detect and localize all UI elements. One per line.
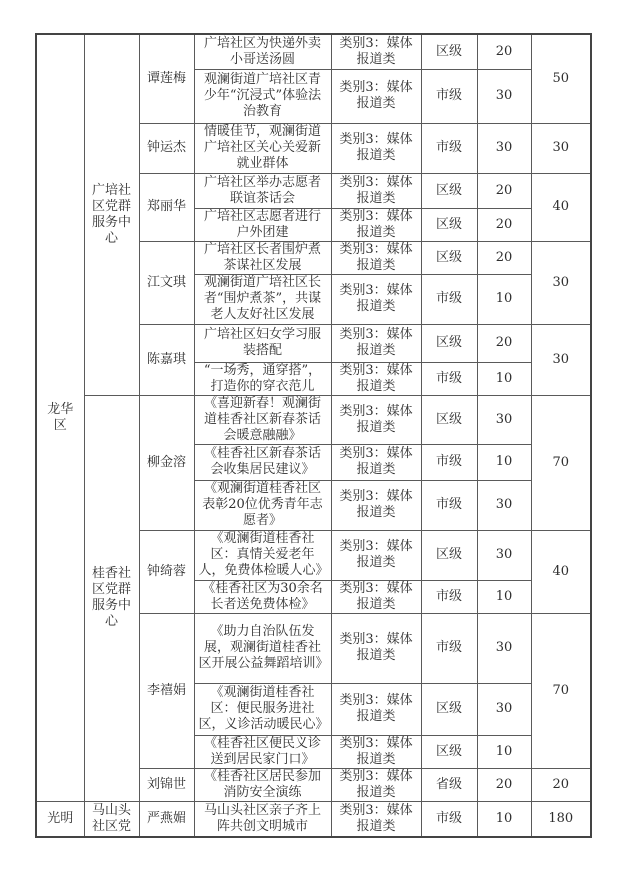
score-cell: 20 (477, 241, 531, 274)
score-cell: 20 (477, 34, 531, 69)
person-cell: 柳金溶 (139, 395, 194, 530)
activity-cell: 广培社区为快递外卖小哥送汤圆 (194, 34, 331, 69)
level-cell: 省级 (421, 768, 477, 801)
district-cell: 光明 (36, 801, 84, 837)
category-cell: 类别3：媒体报道类 (331, 613, 421, 683)
activity-cell: 观澜街道广培社区长者“围炉煮茶”，共谋老人友好社区发展 (194, 274, 331, 324)
activity-cell: 广培社区举办志愿者联谊茶话会 (194, 173, 331, 208)
center-cell: 桂香社区党群服务中心 (84, 395, 139, 801)
score-cell: 30 (477, 69, 531, 123)
activity-cell: 《观澜街道桂香社区：真情关爱老年人，免费体检暖人心》 (194, 530, 331, 580)
level-cell: 区级 (421, 395, 477, 444)
person-cell: 钟绮蓉 (139, 530, 194, 613)
category-cell: 类别3：媒体报道类 (331, 768, 421, 801)
table-row (36, 395, 591, 444)
category-cell: 类别3：媒体报道类 (331, 395, 421, 444)
category-cell: 类别3：媒体报道类 (331, 241, 421, 274)
person-cell: 谭莲梅 (139, 34, 194, 123)
category-cell: 类别3：媒体报道类 (331, 735, 421, 768)
score-cell: 30 (477, 123, 531, 173)
score-cell: 20 (477, 324, 531, 362)
category-cell: 类别3：媒体报道类 (331, 34, 421, 69)
activity-cell: 马山头社区亲子齐上阵共创文明城市 (194, 801, 331, 837)
score-cell: 10 (477, 580, 531, 613)
level-cell: 市级 (421, 123, 477, 173)
activity-cell: 《助力自治队伍发展，观澜街道桂香社区开展公益舞蹈培训》 (194, 613, 331, 683)
level-cell: 区级 (421, 683, 477, 735)
activity-cell: 观澜街道广培社区青少年“沉浸式”体验法治教育 (194, 69, 331, 123)
level-cell: 市级 (421, 580, 477, 613)
total-cell: 70 (531, 395, 591, 530)
table-row (36, 34, 591, 69)
score-cell: 10 (477, 801, 531, 837)
activity-cell: “一场秀，通穿搭”，打造你的穿衣范儿 (194, 362, 331, 395)
score-cell: 10 (477, 274, 531, 324)
category-cell: 类别3：媒体报道类 (331, 69, 421, 123)
level-cell: 区级 (421, 735, 477, 768)
level-cell: 市级 (421, 613, 477, 683)
category-cell: 类别3：媒体报道类 (331, 173, 421, 208)
score-cell: 10 (477, 444, 531, 480)
activity-cell: 《观澜街道桂香社区：便民服务进社区，义诊活动暖民心》 (194, 683, 331, 735)
person-cell: 陈嘉琪 (139, 324, 194, 395)
activity-cell: 《桂香社区居民参加消防安全演练 (194, 768, 331, 801)
person-cell: 钟运杰 (139, 123, 194, 173)
level-cell: 市级 (421, 444, 477, 480)
category-cell: 类别3：媒体报道类 (331, 580, 421, 613)
score-cell: 30 (477, 613, 531, 683)
total-cell: 30 (531, 324, 591, 395)
score-cell: 30 (477, 530, 531, 580)
score-cell: 30 (477, 395, 531, 444)
category-cell: 类别3：媒体报道类 (331, 324, 421, 362)
center-cell: 马山头社区党 (84, 801, 139, 837)
total-cell: 40 (531, 530, 591, 613)
center-cell: 广培社区党群服务中心 (84, 34, 139, 395)
category-cell: 类别3：媒体报道类 (331, 530, 421, 580)
total-cell: 50 (531, 34, 591, 123)
category-cell: 类别3：媒体报道类 (331, 208, 421, 241)
score-table-body (36, 34, 591, 837)
score-cell: 30 (477, 683, 531, 735)
level-cell: 市级 (421, 801, 477, 837)
level-cell: 区级 (421, 34, 477, 69)
score-cell: 10 (477, 362, 531, 395)
score-cell: 20 (477, 768, 531, 801)
total-cell: 180 (531, 801, 591, 837)
score-cell: 10 (477, 735, 531, 768)
person-cell: 李禧娟 (139, 613, 194, 768)
score-cell: 20 (477, 173, 531, 208)
activity-cell: 《桂香社区便民义诊送到居民家门口》 (194, 735, 331, 768)
district-cell: 龙华区 (36, 34, 84, 801)
level-cell: 区级 (421, 324, 477, 362)
level-cell: 区级 (421, 241, 477, 274)
person-cell: 江文琪 (139, 241, 194, 324)
level-cell: 区级 (421, 173, 477, 208)
score-cell: 30 (477, 480, 531, 530)
activity-cell: 《桂香社区为30余名长者送免费体检》 (194, 580, 331, 613)
total-cell: 20 (531, 768, 591, 801)
category-cell: 类别3：媒体报道类 (331, 801, 421, 837)
total-cell: 30 (531, 123, 591, 173)
level-cell: 区级 (421, 208, 477, 241)
level-cell: 区级 (421, 530, 477, 580)
person-cell: 刘锦世 (139, 768, 194, 801)
total-cell: 70 (531, 613, 591, 768)
score-table (35, 33, 592, 838)
activity-cell: 《桂香社区新春茶话会收集居民建议》 (194, 444, 331, 480)
activity-cell: 广培社区志愿者进行户外团建 (194, 208, 331, 241)
level-cell: 市级 (421, 362, 477, 395)
document-table-container (35, 33, 592, 838)
person-cell: 严燕媚 (139, 801, 194, 837)
category-cell: 类别3：媒体报道类 (331, 274, 421, 324)
level-cell: 市级 (421, 69, 477, 123)
activity-cell: 广培社区长者围炉煮茶谋社区发展 (194, 241, 331, 274)
activity-cell: 广培社区妇女学习服装搭配 (194, 324, 331, 362)
level-cell: 市级 (421, 274, 477, 324)
activity-cell: 情暖佳节，观澜街道广培社区关心关爱新就业群体 (194, 123, 331, 173)
person-cell: 郑丽华 (139, 173, 194, 241)
level-cell: 市级 (421, 480, 477, 530)
table-row (36, 801, 591, 837)
total-cell: 30 (531, 241, 591, 324)
category-cell: 类别3：媒体报道类 (331, 444, 421, 480)
category-cell: 类别3：媒体报道类 (331, 362, 421, 395)
total-cell: 40 (531, 173, 591, 241)
score-cell: 20 (477, 208, 531, 241)
category-cell: 类别3：媒体报道类 (331, 480, 421, 530)
category-cell: 类别3：媒体报道类 (331, 123, 421, 173)
activity-cell: 《观澜街道桂香社区表彰20位优秀青年志愿者》 (194, 480, 331, 530)
category-cell: 类别3：媒体报道类 (331, 683, 421, 735)
activity-cell: 《喜迎新春！观澜街道桂香社区新春茶话会暖意融融》 (194, 395, 331, 444)
